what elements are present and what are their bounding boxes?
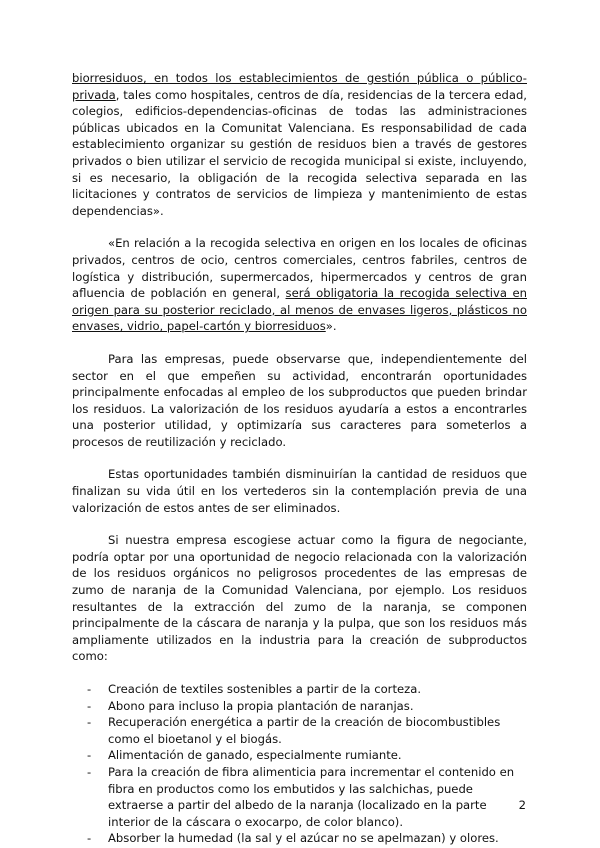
- bullet-dash: -: [87, 748, 92, 763]
- paragraph-quote-selective-collection: [72, 235, 527, 335]
- page-body: [72, 70, 527, 847]
- underlined-text: será obligatoria la recogida selectiva en origen para su posterior reciclado, al menos de envases ligeros, plásticos no envases, vidrio, papel-cartón y biorresiduos: [72, 286, 527, 334]
- bullet-dash: -: [87, 682, 92, 696]
- list-item: - Absorber la humedad (la sal y el azúcar no se apelmazan) y olores.: [87, 831, 499, 846]
- underlined-text: biorresiduos, en todos los establecimientos de gestión pública o público-privada: [72, 71, 527, 102]
- bullet-dash: -: [87, 764, 92, 779]
- bullet-dash: -: [87, 831, 92, 846]
- list-item: - Abono para incluso la propia plantación de naranjas.: [87, 698, 414, 713]
- paragraph-text: «En relación a la recogida selectiva en origen en los locales de oficinas privados, centros de ocio, centros comerciales, centros fabriles, centros de logística y distribución, supermercados, hipermercados y centros de gran afluencia de población en general,: [72, 236, 527, 301]
- paragraph-text: , tales como hospitales, centros de día, residencias de la tercera edad, colegios, edificios-dependencias-oficinas de todas las administraciones públicas ubicados en la Comunitat Valenciana. Es responsabilidad de cada establecimiento organizar su gestión de residuos bien a través de gestores privados o bien utilizar el servicio de recogida municipal si existe, incluyendo, si es necesario, la obligación de la recogida selectiva separada en las licitaciones y contratos de servicios de limpieza y mantenimiento de estas dependencias».: [72, 87, 527, 218]
- paragraph-companies: Para las empresas, puede observarse que, independientemente del sector en el que empeñen su actividad, encontrarán oportunidades principalmente enfocadas al empleo de los subproductos que pueden brindar los residuos. La valorización de los residuos ayudaría a estos a encontrarles una posterior utilidad, y optimizaría sus caracteres para someterlos a procesos de reutilización y reciclado.: [72, 351, 527, 449]
- bullet-dash: -: [87, 698, 92, 713]
- paragraph-text: ».: [325, 319, 337, 334]
- paragraph-business-case: Si nuestra empresa escogiese actuar como la figura de negociante, podría optar por una oportunidad de negocio relacionada con la valorización de los residuos orgánicos no peligrosos procedentes de las empresas de zumo de naranja de la Comunidad Valenciana, por ejemplo. Los residuos resultantes de la extracción del zumo de la naranja, se componen principalmente de la cáscara de naranja y la pulpa, que son los residuos más ampliamente utilizados en la industria para la creación de subproductos como:: [72, 533, 527, 664]
- paragraph-opportunities: Estas oportunidades también disminuirían la cantidad de residuos que finalizan su vida útil en los vertederos sin la contemplación previa de una valorización de estos antes de ser eliminados.: [72, 467, 527, 515]
- list-item: - Creación de textiles sostenibles a partir de la corteza.: [87, 682, 422, 696]
- bullet-dash: -: [87, 715, 92, 730]
- list-item: - Recuperación energética a partir de la creación de biocombustibles como el bioetanol y el biogás.: [87, 715, 501, 746]
- list-item: - Alimentación de ganado, especialmente rumiante.: [87, 748, 402, 763]
- page-number: 2: [518, 798, 526, 812]
- paragraph-quote-end: [72, 70, 527, 219]
- list-item: - Para la creación de fibra alimenticia para incrementar el contenido en fibra en productos como los embutidos y las salchichas, puede extraerse a partir del albedo de la naranja (localizado en la parte interior de la cáscara o exocarpo, de color blanco).: [87, 764, 515, 829]
- byproducts-list: [72, 681, 527, 847]
